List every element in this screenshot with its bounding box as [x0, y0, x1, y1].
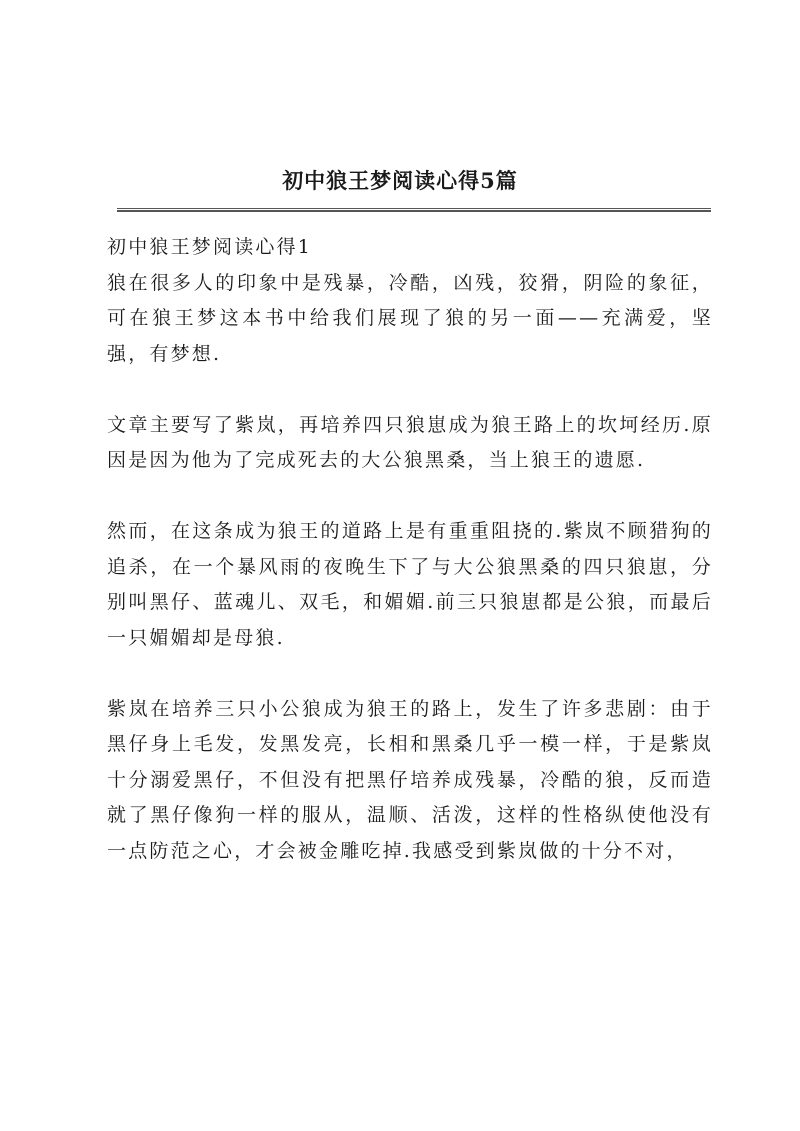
- title-divider: [117, 208, 711, 212]
- paragraph-4: 紫岚在培养三只小公狼成为狼王的路上，发生了许多悲剧：由于黑仔身上毛发，发黑发亮，长相和黑桑几乎一模一样，于是紫岚十分溺爱黑仔，不但没有把黑仔培养成残暴，冷酷的狼，反而造就了黑仔像狗一样的服从，温顺、活泼，这样的性格纵使他没有一点防范之心，才会被金雕吃掉.我感受到紫岚做的十分不对，: [107, 697, 713, 862]
- paragraph-2: 文章主要写了紫岚，再培养四只狼崽成为狼王路上的坎坷经历.原因是因为他为了完成死去的大公狼黑桑，当上狼王的遗愿.: [107, 413, 713, 471]
- document-title: 初中狼王梦阅读心得5篇: [282, 168, 518, 193]
- paragraph-1: 狼在很多人的印象中是残暴，冷酷，凶残，狡猾，阴险的象征，可在狼王梦这本书中给我们展现了狼的另一面——充满爱，坚强，有梦想.: [107, 271, 713, 365]
- paragraph-3: 然而，在这条成为狼王的道路上是有重重阻挠的.紫岚不顾猎狗的追杀，在一个暴风雨的夜晚生下了与大公狼黑桑的四只狼崽，分别叫黑仔、蓝魂儿、双毛，和媚媚.前三只狼崽都是公狼，而最后一只媚媚却是母狼.: [107, 520, 713, 649]
- document-body: [107, 230, 713, 869]
- section-heading: 初中狼王梦阅读心得1: [107, 236, 313, 258]
